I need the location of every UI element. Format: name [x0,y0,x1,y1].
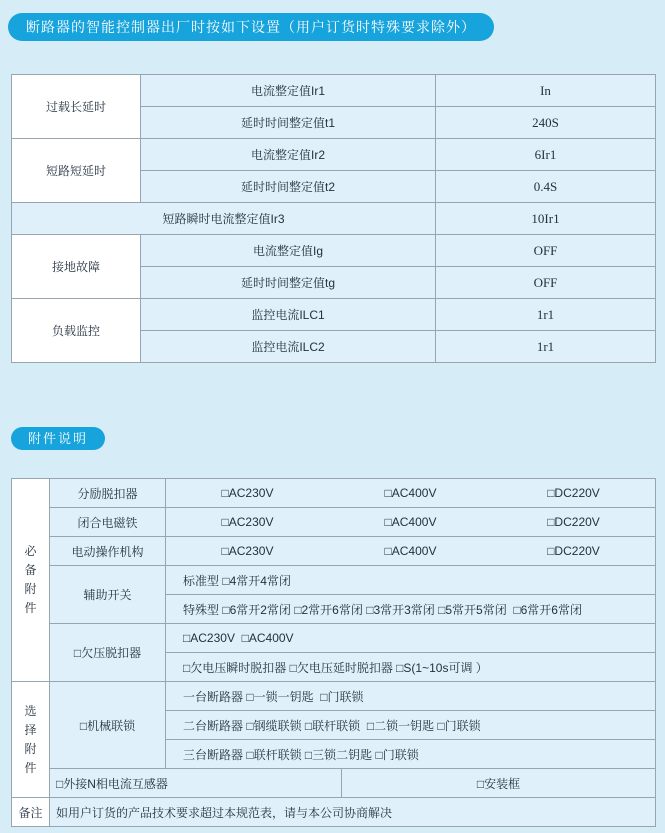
checkbox-option-dc220: □DC220V [547,515,600,529]
voltage-options-cell [166,508,656,537]
remark-label-cell: 备注 [12,798,50,827]
mounting-frame-option-cell: □安装框 [342,769,656,798]
accessory-label-closing-magnet: 闭合电磁铁 [50,508,166,537]
table-row [12,798,656,827]
accessory-label-mechanical-interlock: □机械联锁 [50,682,166,769]
accessory-label-aux-switch: 辅助开关 [50,566,166,624]
section-cell-required [12,479,50,682]
table-row [12,508,656,537]
table-row [12,769,656,798]
table-row [12,682,656,711]
param-cell: 电流整定值Ir1 [141,75,436,107]
param-cell-instantaneous: 短路瞬时电流整定值Ir3 [12,203,436,235]
checkbox-option-ac230: □AC230V [221,515,274,529]
external-ct-option-cell: □外接N相电流互感器 [50,769,342,798]
param-cell: 延时时间整定值tg [141,267,436,299]
checkbox-option-dc220: □DC220V [547,486,600,500]
checkbox-option-ac400: □AC400V [384,486,437,500]
value-cell: 1r1 [436,331,656,363]
voltage-options-cell [166,537,656,566]
value-cell: In [436,75,656,107]
param-cell: 监控电流ILC1 [141,299,436,331]
undervoltage-voltage-options: □AC230V □AC400V [166,624,656,653]
value-cell: OFF [436,267,656,299]
accessories-table [11,478,656,827]
checkbox-option-ac230: □AC230V [221,544,274,558]
remark-text-cell: 如用户订货的产品技术要求超过本规范表，请与本公司协商解决 [50,798,656,827]
value-cell: 10Ir1 [436,203,656,235]
param-cell: 延时时间整定值t1 [141,107,436,139]
accessory-label-shunt-release: 分励脱扣器 [50,479,166,508]
table-row [12,75,656,107]
aux-switch-standard-options: 标准型 □4常开4常闭 [166,566,656,595]
param-cell: 电流整定值Ir2 [141,139,436,171]
value-cell: OFF [436,235,656,267]
checkbox-option-ac230: □AC230V [221,486,274,500]
interlock-one-breaker-options: 一台断路器 □一锁一钥匙 □门联锁 [166,682,656,711]
checkbox-option-ac400: □AC400V [384,515,437,529]
table-row [12,624,656,653]
param-cell: 电流整定值Ig [141,235,436,267]
accessory-label-motor-operator: 电动操作机构 [50,537,166,566]
required-accessories-label: 必备附件 [24,544,37,615]
checkbox-option-dc220: □DC220V [547,544,600,558]
settings-title-banner: 断路器的智能控制器出厂时按如下设置（用户订货时特殊要求除外） [8,13,494,41]
table-row [12,537,656,566]
table-row [12,566,656,595]
aux-switch-special-options: 特殊型 □6常开2常闭 □2常开6常闭 □3常开3常闭 □5常开5常闭 □6常开6常闭 [166,595,656,624]
undervoltage-type-options: □欠电压瞬时脱扣器 □欠电压延时脱扣器 □S(1~10s可调 ） [166,653,656,682]
interlock-three-breaker-options: 三台断路器 □联杆联锁 □三锁二钥匙 □门联锁 [166,740,656,769]
interlock-two-breaker-options: 二台断路器 □钢缆联锁 □联杆联锁 □二锁一钥匙 □门联锁 [166,711,656,740]
group-cell-ground-fault: 接地故障 [12,235,141,299]
table-row [12,235,656,267]
value-cell: 0.4S [436,171,656,203]
table-row [12,203,656,235]
group-cell-load-monitor: 负载监控 [12,299,141,363]
checkbox-option-ac400: □AC400V [384,544,437,558]
accessory-label-undervoltage-release: □欠压脱扣器 [50,624,166,682]
param-cell: 延时时间整定值t2 [141,171,436,203]
table-row [12,479,656,508]
optional-accessories-label: 选择附件 [24,703,37,775]
group-cell-overload: 过载长延时 [12,75,141,139]
param-cell: 监控电流ILC2 [141,331,436,363]
value-cell: 6Ir1 [436,139,656,171]
voltage-options-cell [166,479,656,508]
group-cell-short-delay: 短路短延时 [12,139,141,203]
value-cell: 1r1 [436,299,656,331]
value-cell: 240S [436,107,656,139]
accessories-section-badge: 附件说明 [11,427,105,450]
settings-table [11,74,656,363]
table-row [12,299,656,331]
table-row [12,139,656,171]
section-cell-optional [12,682,50,798]
